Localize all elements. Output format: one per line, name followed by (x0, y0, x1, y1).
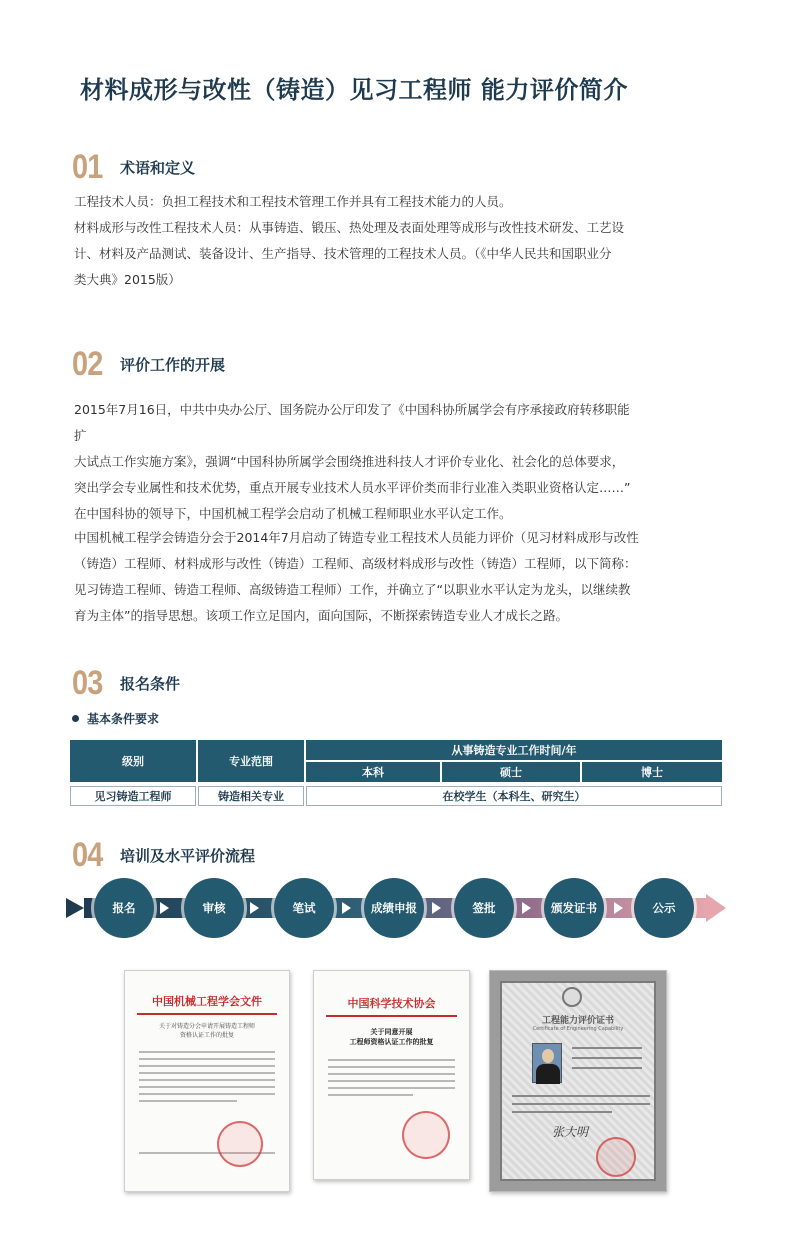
certificate-image (489, 970, 667, 1192)
section-number: 02 (72, 345, 103, 383)
paragraph-line: 材料成形与改性工程技术人员：从事铸造、锻压、热处理及表面处理等成形与改性技术研发、工艺设 (74, 220, 625, 235)
bullet-dot-icon (72, 715, 79, 722)
section-number: 03 (72, 664, 103, 702)
flow-step: 公示 (634, 878, 694, 938)
doc-red-rule (326, 1015, 457, 1017)
flow-step: 审核 (184, 878, 244, 938)
arrow-right-icon (614, 902, 623, 914)
doc-heading-line: 工程师资格认证工作的批复 (349, 1038, 434, 1046)
section-title: 术语和定义 (120, 159, 196, 177)
section-title: 报名条件 (120, 675, 181, 693)
section-number: 01 (72, 148, 103, 186)
doc-letterhead: 中国科学技术协会 (347, 997, 436, 1010)
paragraph-line: 育为主体”的指导思想。该项工作立足国内，面向国际，不断探索铸造专业人才成长之路。 (74, 608, 568, 623)
certificate-frame (500, 981, 656, 1181)
cell-level: 见习铸造工程师 (70, 786, 196, 806)
header-bachelor: 本科 (306, 762, 440, 782)
section-02-paragraph-1 (74, 397, 640, 527)
section-02-paragraph-2 (74, 525, 640, 629)
signature: 张大明 (552, 1125, 589, 1139)
bullet-label: 基本条件要求 (87, 712, 160, 726)
section-01-body (74, 189, 640, 293)
process-flow (66, 878, 726, 938)
cert-subtitle: Certificate of Engineering Capability (532, 1026, 624, 1032)
paragraph-line: （铸造）工程师、材料成形与改性（铸造）工程师、高级材料成形与改性（铸造）工程师，以下简称： (74, 556, 637, 571)
doc-heading-line: 资格认证工作的批复 (179, 1032, 234, 1039)
red-seal-icon (402, 1111, 450, 1159)
paragraph-line: 2015年7月16日，中共中央办公厅、国务院办公厅印发了《中国科协所属学会有序承接政府转移职能扩 (74, 402, 630, 443)
flow-step: 签批 (454, 878, 514, 938)
paragraph-line: 计、材料及产品测试、装备设计、生产指导、技术管理的工程技术人员。（《中华人民共和国职业分 (74, 246, 612, 261)
cert-title: 工程能力评价证书 (541, 1016, 614, 1026)
paragraph-line: 在中国科协的领导下，中国机械工程学会启动了机械工程师职业水平认定工作。 (74, 506, 512, 521)
arrow-right-icon (432, 902, 441, 914)
header-scope: 专业范围 (198, 740, 304, 782)
section-02-header (72, 345, 225, 384)
flow-tail (66, 898, 84, 918)
doc-heading-line: 关于对铸造分会申请开展铸造工程师 (158, 1023, 255, 1030)
section-title: 评价工作的开展 (120, 356, 226, 374)
page-title: 材料成形与改性（铸造）见习工程师 能力评价简介 (80, 76, 628, 104)
red-seal-icon (217, 1121, 263, 1167)
photo-avatar (532, 1043, 562, 1083)
flow-step: 报名 (94, 878, 154, 938)
header-master: 硕士 (442, 762, 580, 782)
doc-heading-line: 关于同意开展 (370, 1028, 413, 1036)
paragraph-line: 中国机械工程学会铸造分会于2014年7月启动了铸造专业工程技术人员能力评价（见习材料成形与改性 (74, 530, 639, 545)
flow-arrow-head-icon (706, 894, 726, 922)
arrow-right-icon (342, 902, 351, 914)
paragraph-line: 见习铸造工程师、铸造工程师、高级铸造工程师）工作，并确立了“以职业水平认定为龙头，以继续教 (74, 582, 631, 597)
bullet-basic-requirements (72, 710, 159, 727)
flow-step: 笔试 (274, 878, 334, 938)
arrow-right-icon (160, 902, 169, 914)
header-work-years: 从事铸造专业工作时间/年 (306, 740, 722, 760)
section-03-header (72, 664, 180, 703)
document-cast-approval (313, 970, 470, 1180)
flow-step: 颁发证书 (544, 878, 604, 938)
paragraph-line: 大试点工作实施方案》，强调“中国科协所属学会围绕推进科技人才评价专业化、社会化的总体要求， (74, 454, 625, 469)
paragraph-line: 突出学会专业属性和技术优势，重点开展专业技术人员水平评价类而非行业准入类职业资格认定……” (74, 480, 631, 495)
arrow-right-icon (522, 902, 531, 914)
cell-scope: 铸造相关专业 (198, 786, 304, 806)
red-seal-icon (596, 1137, 636, 1177)
header-doctor: 博士 (582, 762, 722, 782)
cell-years: 在校学生（本科生、研究生） (306, 786, 722, 806)
section-04-header (72, 836, 255, 875)
header-level: 级别 (70, 740, 196, 782)
flow-step: 成绩申报 (364, 878, 424, 938)
doc-red-rule (137, 1013, 277, 1015)
paragraph-line: 工程技术人员：负担工程技术和工程技术管理工作并具有工程技术能力的人员。 (74, 194, 512, 209)
emblem-icon (562, 987, 582, 1007)
section-01-header (72, 148, 195, 187)
section-number: 04 (72, 836, 103, 874)
arrow-right-icon (250, 902, 259, 914)
document-cmes-approval (124, 970, 290, 1192)
paragraph-line: 类大典》2015版） (74, 272, 181, 287)
doc-letterhead: 中国机械工程学会文件 (152, 995, 262, 1008)
section-title: 培训及水平评价流程 (120, 847, 256, 865)
requirements-table (70, 740, 722, 806)
